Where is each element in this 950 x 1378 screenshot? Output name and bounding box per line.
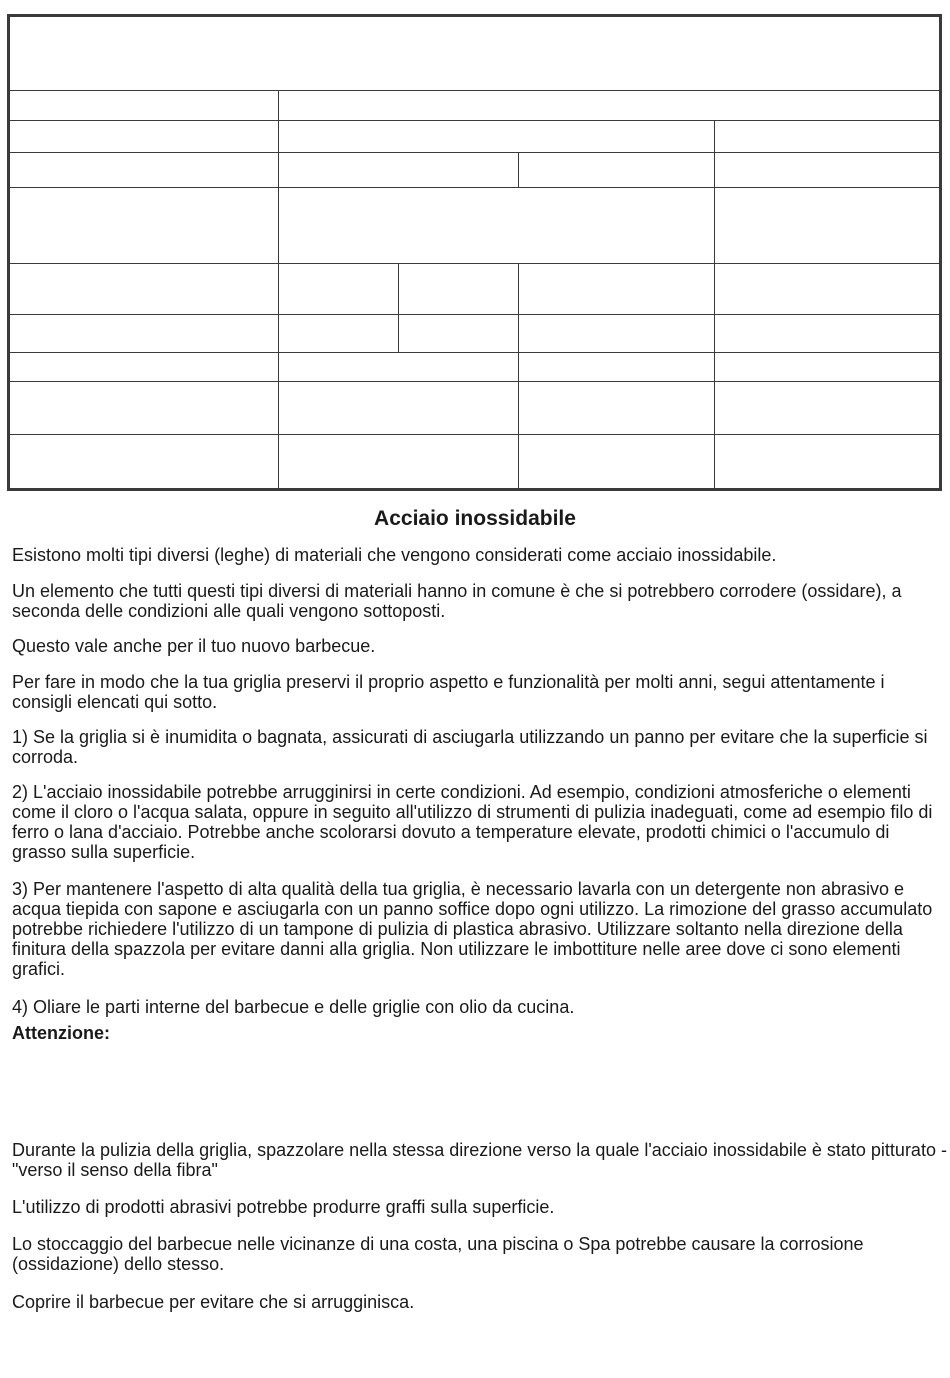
table-rule xyxy=(10,187,939,188)
table-rule xyxy=(10,352,939,353)
tip-item: 2) L'acciaio inossidabile potrebbe arrugginirsi in certe condizioni. Ad esempio, condizioni atmosferiche o elementi come il cloro o l'acqua salata, oppure in seguito all'utilizzo di strumenti di pulizia inadeguati, come ad esempio filo di ferro o lana d'acciaio. Potrebbe anche scolorarsi dovuto a temperature elevate, prodotti chimici o l'accumulo di grasso sulla superficie. xyxy=(12,782,933,862)
table-rule xyxy=(10,314,939,315)
table-rule xyxy=(10,152,939,153)
intro-paragraph: Questo vale anche per il tuo nuovo barbecue. xyxy=(12,636,376,656)
empty-spec-table xyxy=(7,14,942,491)
tip-item: 3) Per mantenere l'aspetto di alta qualità della tua griglia, è necessario lavarla con un detergente non abrasivo e acqua tiepida con sapone e asciugarla con un panno soffice dopo ogni utilizzo. La rimozione del grasso accumulato potrebbe richiedere l'utilizzo di un tampone di pulizia di plastica abrasivo. Utilizzare soltanto nella direzione della finitura della spazzola per evitare danni alla griglia. Non utilizzare le imbottiture nelle aree dove ci sono elementi grafici. xyxy=(12,879,933,979)
table-rule xyxy=(10,120,939,121)
table-rule xyxy=(518,152,519,187)
intro-paragraph: Esistono molti tipi diversi (leghe) di materiali che vengono considerati come acciaio inossidabile. xyxy=(12,545,777,565)
warning-item: Durante la pulizia della griglia, spazzolare nella stessa direzione verso la quale l'acciaio inossidabile è stato pitturato - "verso il senso della fibra" xyxy=(12,1140,947,1180)
section-title: Acciaio inossidabile xyxy=(374,507,576,530)
tip-item: 4) Oliare le parti interne del barbecue e delle griglie con olio da cucina. xyxy=(12,997,575,1017)
table-rule xyxy=(278,90,279,488)
intro-paragraph: Un elemento che tutti questi tipi diversi di materiali hanno in comune è che si potrebbero corrodere (ossidare), a seconda delle condizioni alle quali vengono sottoposti. xyxy=(12,581,902,621)
table-rule xyxy=(10,434,939,435)
intro-paragraph: Per fare in modo che la tua griglia preservi il proprio aspetto e funzionalità per molti anni, segui attentamente i consigli elencati qui sotto. xyxy=(12,672,885,712)
table-rule xyxy=(518,263,519,488)
warning-label: Attenzione: xyxy=(12,1023,110,1043)
table-rule xyxy=(10,263,939,264)
table-rule xyxy=(10,381,939,382)
table-rule xyxy=(10,90,939,91)
warning-item: Coprire il barbecue per evitare che si arrugginisca. xyxy=(12,1292,415,1312)
warning-item: L'utilizzo di prodotti abrasivi potrebbe produrre graffi sulla superficie. xyxy=(12,1197,555,1217)
table-rule xyxy=(398,263,399,352)
tip-item: 1) Se la griglia si è inumidita o bagnata, assicurati di asciugarla utilizzando un panno per evitare che la superficie si corroda. xyxy=(12,727,928,767)
warning-item: Lo stoccaggio del barbecue nelle vicinanze di una costa, una piscina o Spa potrebbe causare la corrosione (ossidazione) dello stesso. xyxy=(12,1234,864,1274)
table-rule xyxy=(714,120,715,488)
